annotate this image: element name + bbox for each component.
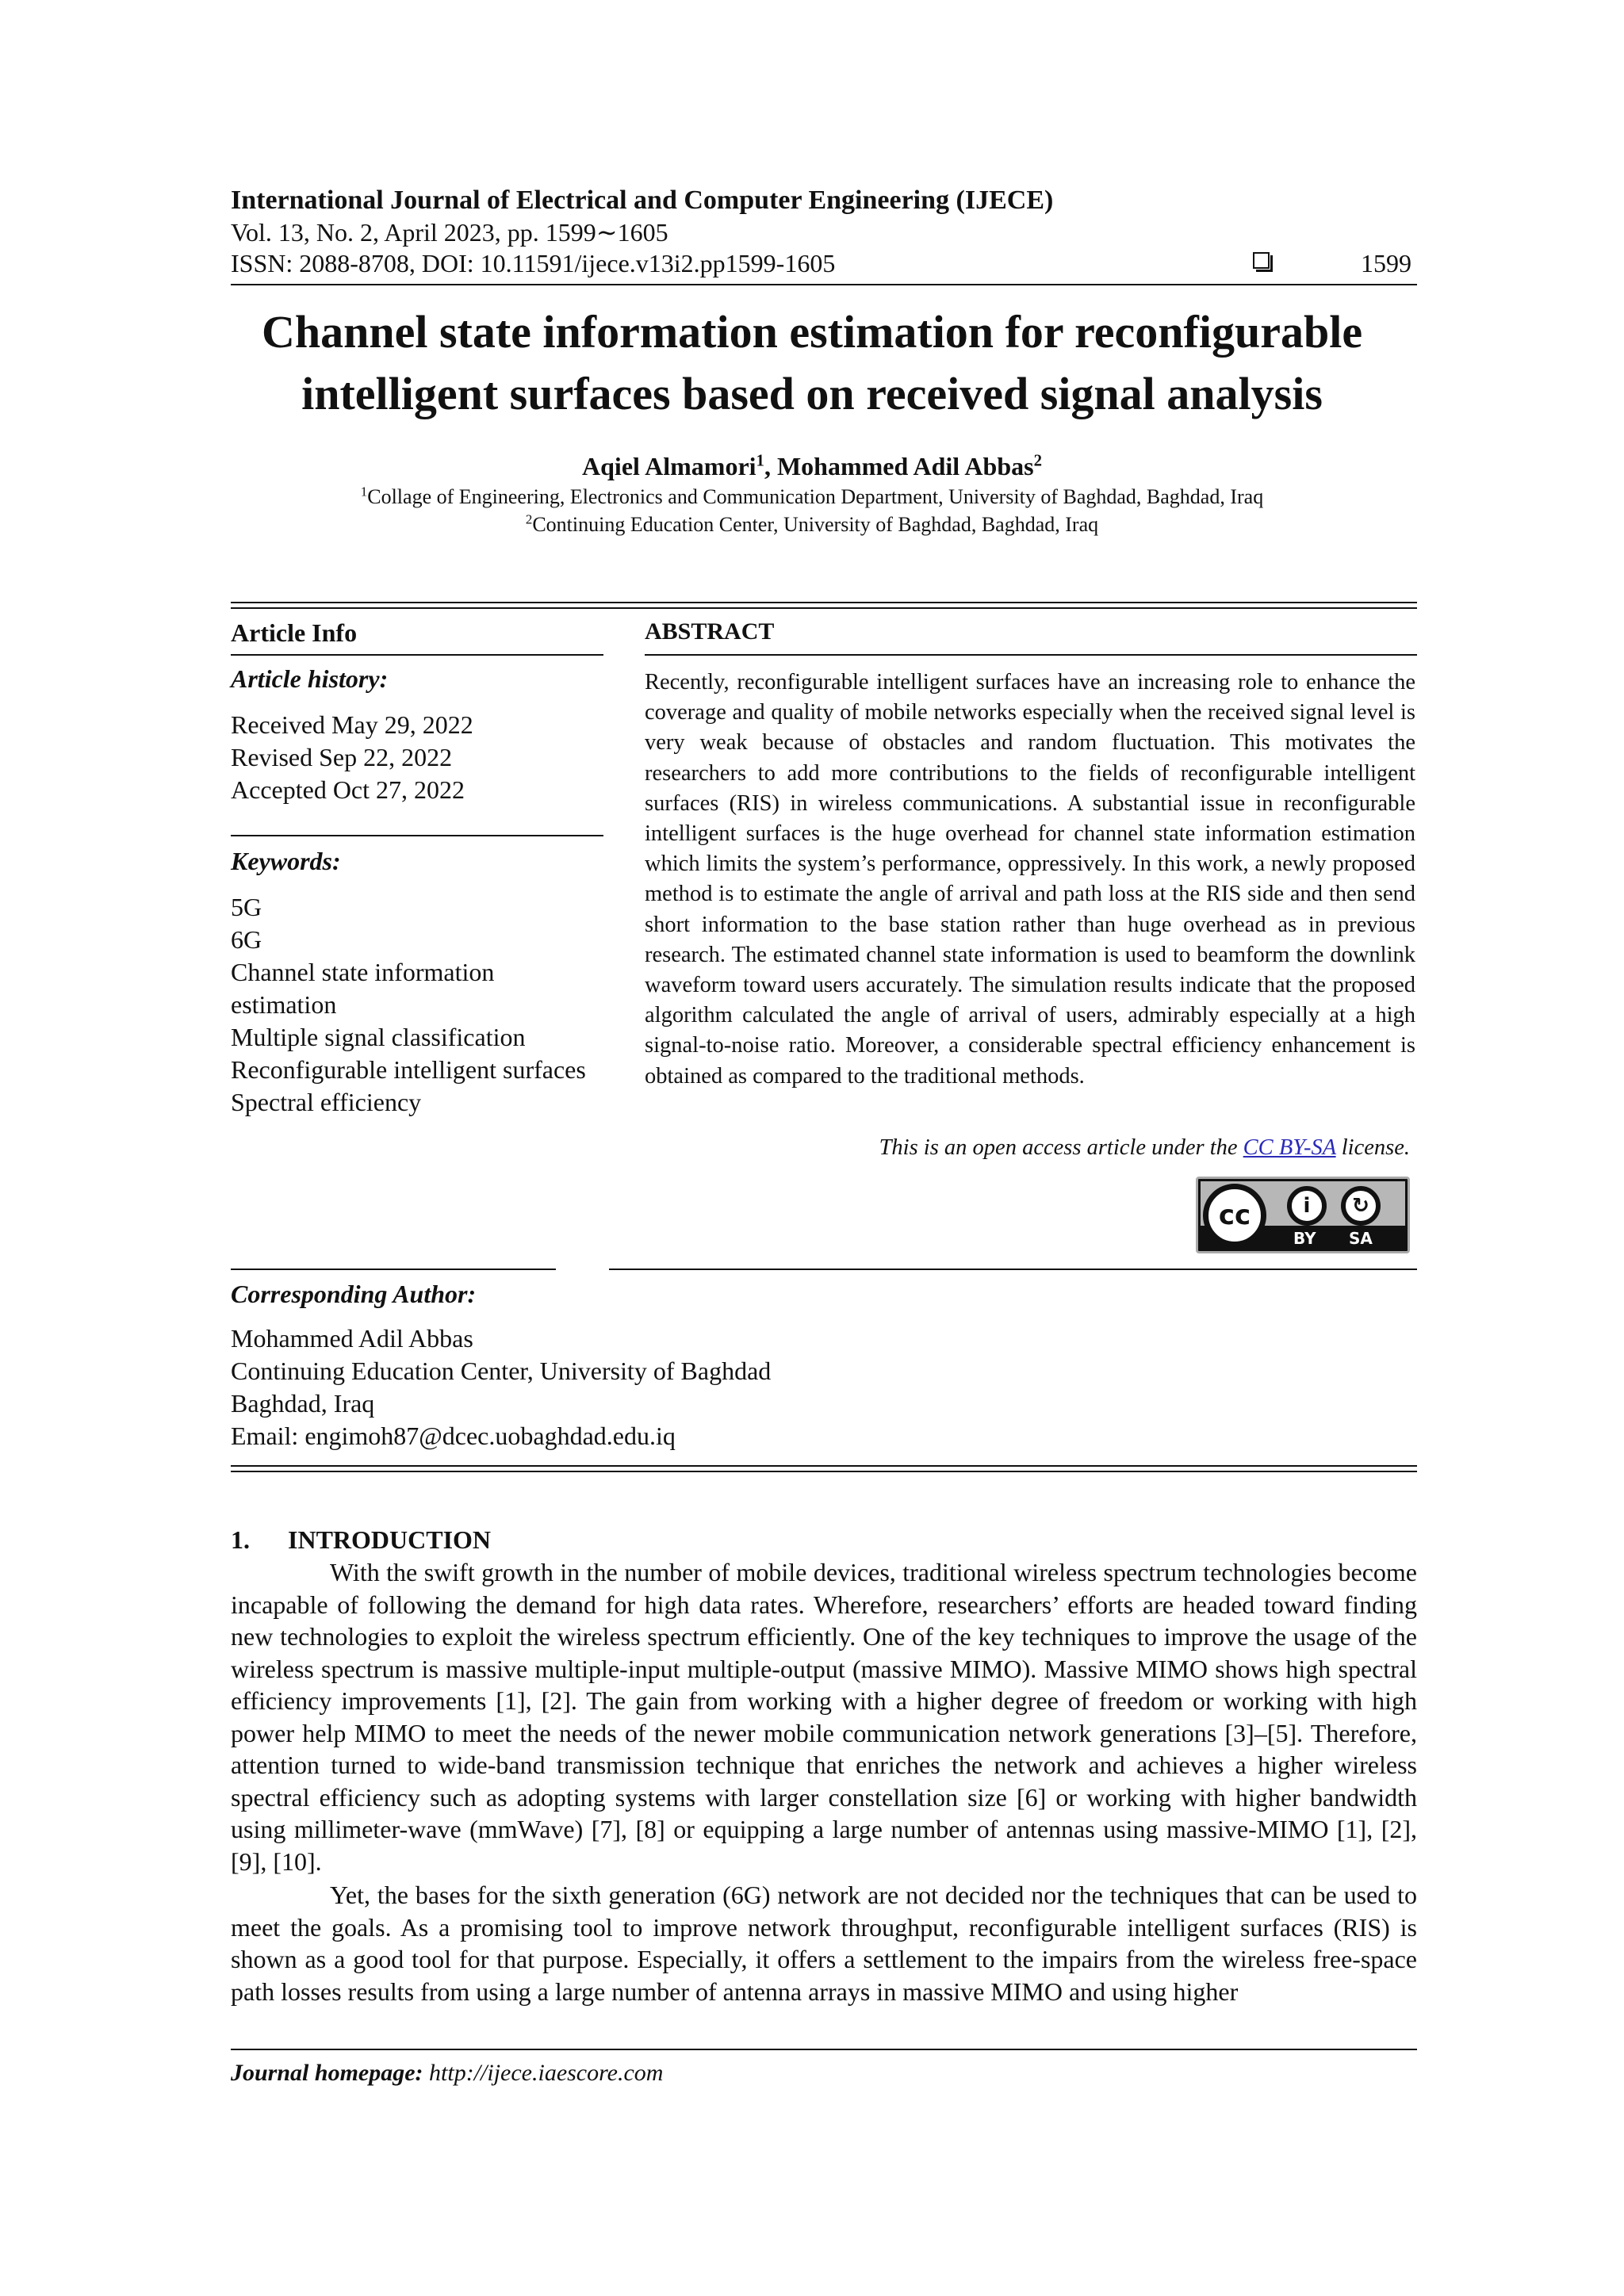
abstract-text: Recently, reconfigurable intelligent surfaces have an increasing role to enhance the coverage and quality of mobile networks especially when the received signal level is very weak because of obstacles and random fluctuation. This motivates the researchers to add more contributions to the fields of reconfigurable intelligent surfaces (RIS) in wireless communications. A substantial issue in reconfigurable intelligent surfaces is the huge overhead for channel state information estimation which limits the system’s performance, oppressively. In this work, a newly proposed method is to estimate the angle of arrival and path loss at the RIS side and then send short information to the base station rather than huge overhead as in previous research. The estimated channel state information is used to beamform the downlink waveform toward users accurately. The simulation results indicate that the proposed algorithm calculated the angle of arrival of users, admirably especially at a high signal-to-noise ratio. Moreover, a considerable spectral efficiency enhancement is obtained as compared to the traditional methods. (645, 670, 1415, 1089)
info-top-rule-2 (231, 607, 1417, 609)
info-bottom-rule-2 (231, 1471, 1417, 1472)
article-info-heading: Article Info (231, 618, 358, 647)
abstract-heading: ABSTRACT (645, 618, 775, 645)
volume-info: Vol. 13, No. 2, April 2023, pp. 1599∼1605 (231, 218, 668, 247)
affiliation-1 (190, 485, 1434, 509)
paper-title (190, 301, 1434, 425)
cc-by-sa-link[interactable]: CC BY-SA (1243, 1135, 1336, 1160)
affiliation-2-sup: 2 (525, 511, 533, 527)
author-1: Aqiel Almamori (582, 452, 756, 480)
cc-by-sa-badge-icon[interactable] (1196, 1177, 1410, 1253)
corr-rule-left (231, 1269, 556, 1270)
introduction-paragraph-1: With the swift growth in the number of mobile devices, traditional wireless spectrum technologies become incapable of following the demand for high data rates. Wherefore, researchers’ efforts are headed toward finding new technologies to exploit the wireless spectrum efficiently. One of the key techniques to improve the usage of the wireless spectrum is massive multiple-input multiple-output (massive MIMO). Massive MIMO shows high spectral efficiency improvements [1], [2]. The gain from working with a higher degree of freedom or working with high power help MIMO to meet the needs of the newer mobile communication network generations [3]–[5]. Therefore, attention turned to wide-band transmission technique that enriches the network and achieves a higher wireless spectral efficiency such as adopting systems with larger constellation size [6] or working with higher bandwidth using millimeter-wave (mmWave) [7], [8] or equipping a large number of antennas using massive-MIMO [1], [2], [9], [10]. (231, 1558, 1417, 1876)
header-rule (231, 284, 1417, 285)
cc-icon-text: cc (1218, 1200, 1251, 1231)
keyword-item: estimation (231, 990, 337, 1019)
cc-by-label: BY (1293, 1229, 1316, 1248)
corresponding-email: Email: engimoh87@dcec.uobaghdad.edu.iq (231, 1422, 676, 1450)
open-access-suffix: license. (1335, 1135, 1410, 1160)
corresponding-details (231, 1322, 771, 1452)
info-top-rule (231, 602, 1417, 603)
title-line-1: Channel state information estimation for reconfigurable (261, 306, 1363, 358)
corr-rule-right (609, 1269, 1417, 1270)
open-access-prefix: This is an open access article under the (879, 1135, 1243, 1160)
footer-rule (231, 2049, 1417, 2050)
history-received: Received May 29, 2022 (231, 710, 473, 739)
open-access-note (645, 1135, 1410, 1161)
attribution-icon: i (1287, 1186, 1327, 1226)
keyword-item: Channel state information (231, 958, 495, 986)
page-box-icon (1253, 252, 1270, 269)
journal-homepage (231, 2060, 663, 2087)
author-list (190, 452, 1434, 481)
affiliation-2-text: Continuing Education Center, University of Baghdad, Baghdad, Iraq (532, 513, 1099, 536)
article-history (231, 709, 473, 806)
article-history-heading: Article history: (231, 664, 389, 693)
cc-icon (1203, 1184, 1266, 1247)
affiliation-1-sup: 1 (360, 484, 368, 499)
author-2: Mohammed Adil Abbas (776, 452, 1034, 480)
corresponding-name: Mohammed Adil Abbas (231, 1324, 473, 1353)
keywords-list (231, 891, 586, 1119)
issn-doi: ISSN: 2088-8708, DOI: 10.11591/ijece.v13i2.pp1599-1605 (231, 249, 836, 277)
introduction-paragraph-2: Yet, the bases for the sixth generation (6G) network are not decided nor the techniques that can be used to meet the goals. As a promising tool to improve network throughput, reconfigurable intelligent surfaces (RIS) is shown as a good tool for that purpose. Especially, it offers a settlement to the impairs from the wireless free-space path losses results from using a large number of antenna arrays in massive MIMO and using higher (231, 1881, 1417, 2006)
homepage-label: Journal homepage: (231, 2060, 423, 2086)
author-1-affil: 1 (756, 451, 764, 470)
keyword-item: Multiple signal classification (231, 1023, 526, 1051)
keyword-item: 6G (231, 925, 262, 954)
keyword-item: 5G (231, 893, 262, 921)
article-info-rule (231, 654, 603, 656)
title-line-2: intelligent surfaces based on received signal analysis (301, 368, 1323, 419)
keywords-heading: Keywords: (231, 847, 341, 875)
affiliation-1-text: Collage of Engineering, Electronics and Communication Department, University of Baghdad, Baghdad, Iraq (367, 485, 1264, 508)
corresponding-location: Baghdad, Iraq (231, 1389, 375, 1418)
keywords-rule (231, 835, 603, 836)
author-2-affil: 2 (1033, 451, 1042, 470)
homepage-url[interactable]: http://ijece.iaescore.com (429, 2060, 664, 2086)
journal-name: International Journal of Electrical and Computer Engineering (IJECE) (231, 186, 1054, 215)
page-number: 1599 (1361, 249, 1411, 277)
corresponding-heading: Corresponding Author: (231, 1280, 477, 1308)
abstract-rule (645, 654, 1417, 656)
keyword-item: Reconfigurable intelligent surfaces (231, 1055, 586, 1084)
corresponding-affiliation: Continuing Education Center, University of Baghdad (231, 1357, 772, 1385)
history-revised: Revised Sep 22, 2022 (231, 743, 453, 771)
affiliation-2 (190, 513, 1434, 537)
cc-sa-label: SA (1349, 1229, 1373, 1248)
keyword-item: Spectral efficiency (231, 1088, 422, 1116)
introduction-heading: 1. INTRODUCTION (231, 1525, 492, 1554)
history-accepted: Accepted Oct 27, 2022 (231, 775, 465, 804)
share-alike-icon: ↻ (1341, 1186, 1381, 1226)
author-separator: , (764, 452, 777, 480)
info-bottom-rule (231, 1465, 1417, 1467)
